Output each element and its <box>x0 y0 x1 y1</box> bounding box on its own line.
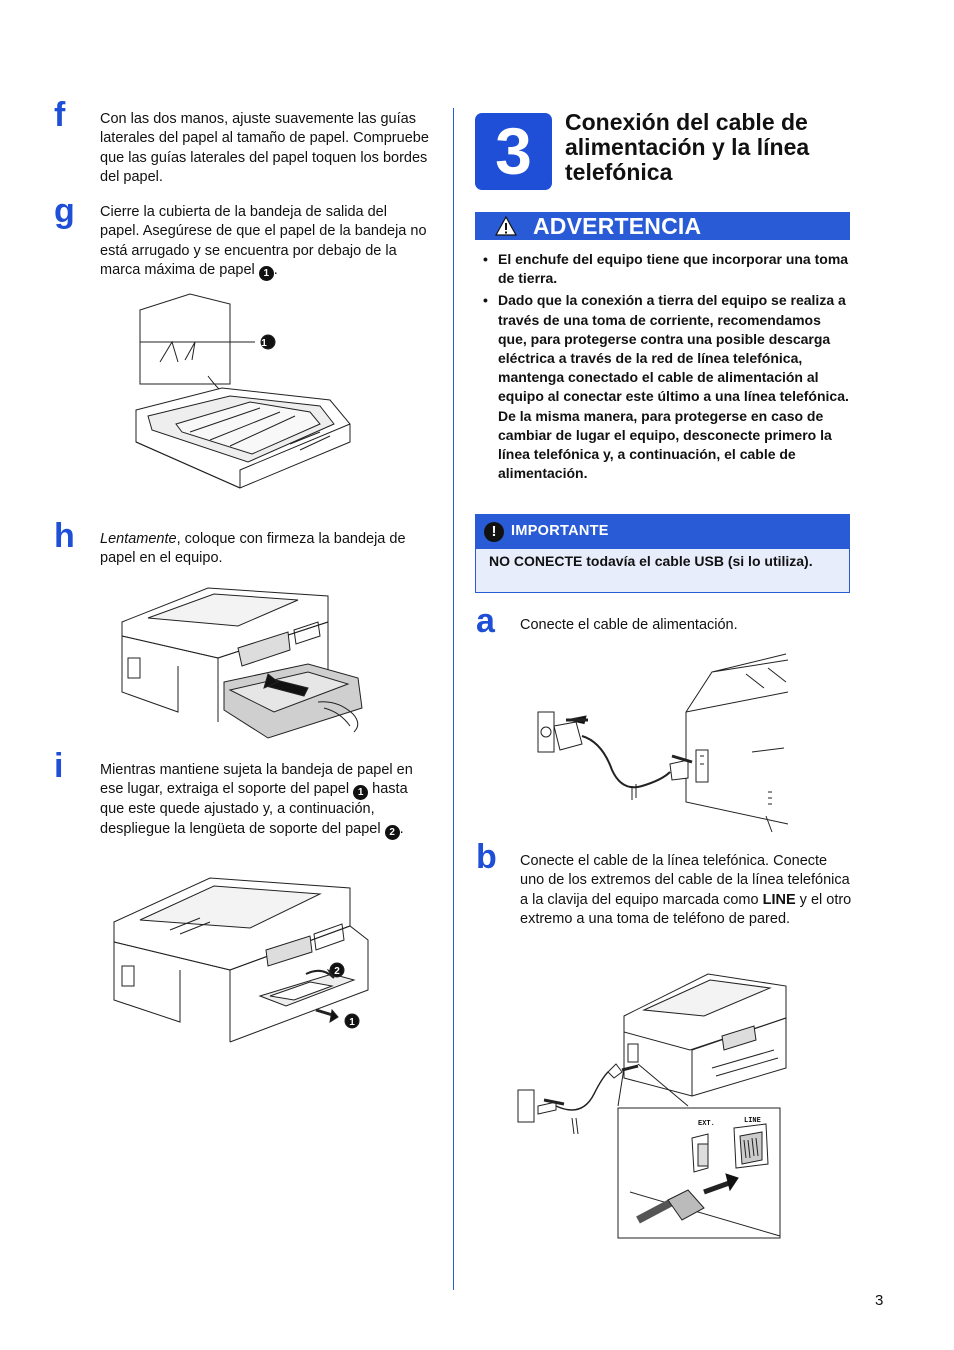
step-i-body-b: hasta que este quede ajustado y, a continuación, despliegue la lengüeta de soporte del papel <box>100 781 408 837</box>
step-g-text <box>100 203 430 281</box>
step-b-body-a: Conecte el cable de la línea telefónica. Conecte uno de los extremos del cable de la línea telefónica a la clavija del equipo marcada como <box>520 853 850 908</box>
insert-tray-illustration <box>118 582 368 742</box>
step-f-text: Con las dos manos, ajuste suavemente las guías laterales del papel al tamaño de papel. Compruebe que las guías laterales del papel toquen los bordes del papel. <box>100 111 429 185</box>
callout-marker: 1 <box>353 785 368 800</box>
line-jack-label: LINE <box>744 1117 761 1125</box>
step-h-italic: Lentamente <box>100 531 177 547</box>
step-letter-b: b <box>476 838 497 876</box>
step-h-text <box>100 530 430 569</box>
step-letter-a: a <box>476 602 495 640</box>
step-letter-h: h <box>54 517 75 555</box>
tray-callout-1: 1 <box>261 338 267 349</box>
important-label: IMPORTANTE <box>511 523 609 539</box>
step-b-text <box>520 852 855 929</box>
paper-support-illustration <box>110 870 372 1046</box>
warning-label: ADVERTENCIA <box>533 213 702 239</box>
warning-item: • Dado que la conexión a tierra del equipo se realiza a través de una toma de corriente, recomendamos que, para protegerse contra una posible descarga eléctrica a través de la red de línea telefónica, mantenga conectado el cable de alimentación al equipo al conectar este último a una línea telefónica. De la misma manera, para protegerse en caso de cambiar de lugar el equipo, desconecte primero la línea telefónica y, a continuación, el cable de alimentación. <box>482 291 852 483</box>
step-b-line-bold: LINE <box>762 891 796 908</box>
phone-line-illustration <box>512 968 788 1244</box>
right-column <box>460 0 954 1350</box>
section-number-badge: 3 <box>475 113 552 190</box>
left-column <box>0 0 452 1350</box>
important-header <box>476 515 849 549</box>
callout-marker: 1 <box>259 266 274 281</box>
step-letter-g: g <box>54 192 75 230</box>
column-divider <box>453 108 454 1290</box>
important-notice <box>475 514 850 593</box>
step-letter-f: f <box>54 96 66 134</box>
step-h-body: , coloque con firmeza la bandeja de papel en el equipo. <box>100 531 406 567</box>
exclamation-icon: ! <box>484 522 504 542</box>
page-number: 3 <box>875 1292 884 1309</box>
warning-item: • El enchufe del equipo tiene que incorporar una toma de tierra. <box>482 250 852 288</box>
step-g-suffix: . <box>273 261 278 278</box>
paper-tray-illustration <box>130 292 362 498</box>
power-cable-illustration <box>532 652 794 834</box>
step-i-text <box>100 761 430 840</box>
warning-triangle-icon <box>495 216 517 236</box>
step-g-body: Cierre la cubierta de la bandeja de salida del papel. Asegúrese de que el papel de la bandeja no está arrugado y se encuentra por debajo de la marca máxima de papel <box>100 204 427 278</box>
step-i-body-a: Mientras mantiene sujeta la bandeja de papel en ese lugar, extraiga el soporte del papel <box>100 762 413 798</box>
ext-jack-label: EXT. <box>698 1120 715 1128</box>
step-b-body-b: y el otro extremo a una toma de teléfono de pared. <box>520 891 852 927</box>
step-letter-i: i <box>54 747 64 785</box>
warning-list <box>482 250 852 486</box>
step-i-suffix: . <box>399 820 404 837</box>
step-a-text: Conecte el cable de alimentación. <box>520 617 738 633</box>
callout-marker: 2 <box>385 825 400 840</box>
section-title: Conexión del cable de alimentación y la línea telefónica <box>565 109 810 185</box>
printer-callout-1: 1 <box>349 1017 355 1028</box>
important-text: NO CONECTE todavía el cable USB (si lo utiliza). <box>489 553 813 569</box>
warning-banner <box>475 212 850 240</box>
printer-callout-2: 2 <box>334 966 340 977</box>
